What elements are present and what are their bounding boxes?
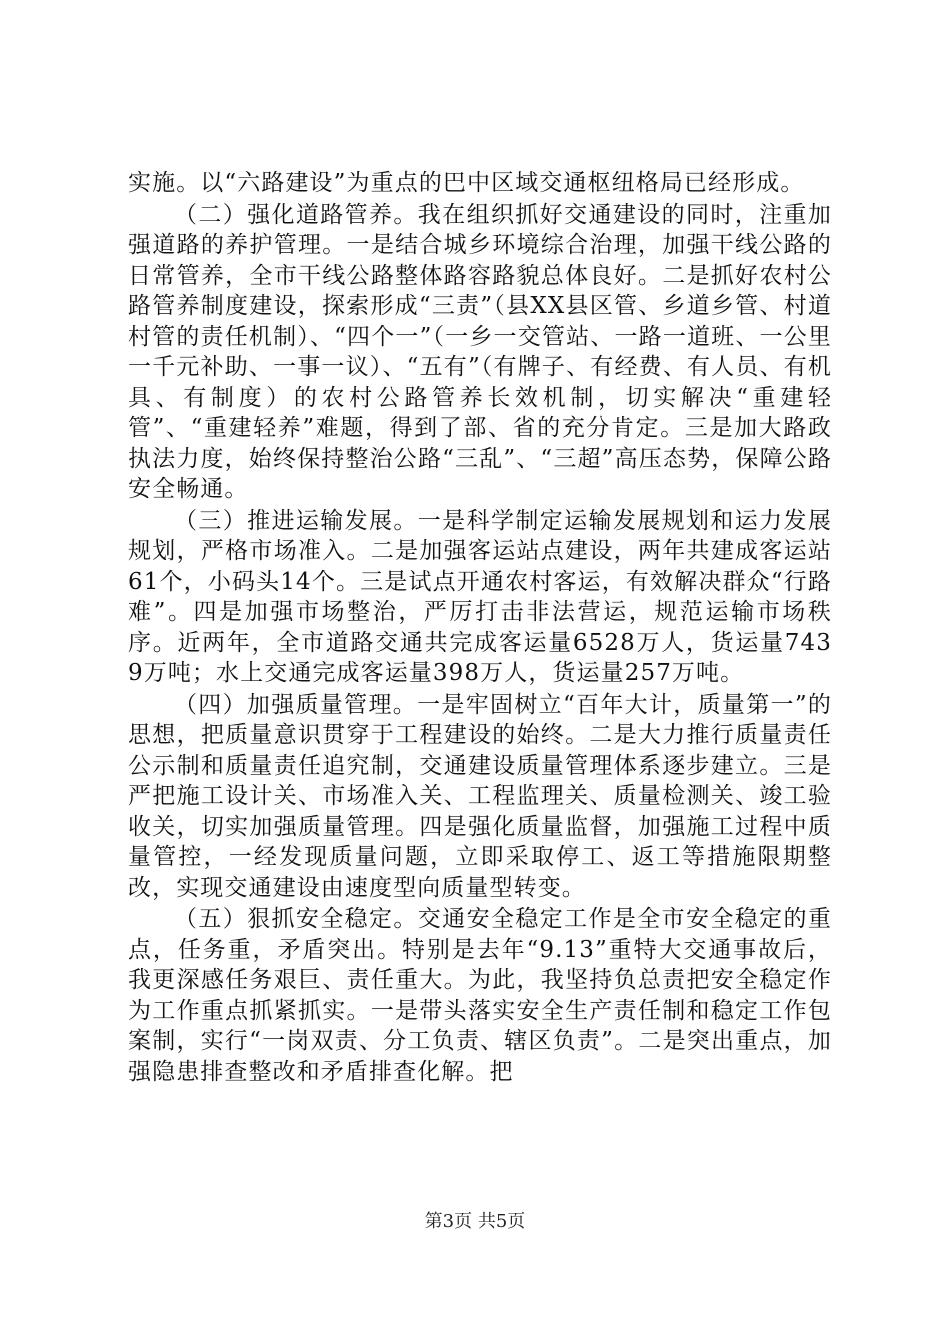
page-number-footer: 第3页 共5页 xyxy=(424,1211,526,1232)
paragraph-continuation: 实施。以“六路建设”为重点的巴中区域交通枢纽格局已经形成。 xyxy=(128,170,805,196)
document-body xyxy=(128,168,832,1088)
paragraph-road-maintenance: （二）强化道路管养。我在组织抓好交通建设的同时，注重加强道路的养护管理。一是结合城乡环境综合治理，加强干线公路的日常管养，全市干线公路整体路容路貌总体良好。二是抓好农村公路管养制度建设，探索形成“三责”（县XX县区管、乡道乡管、村道村管的责任机制）、“四个一”（一乡一交管站、一路一道班、一公里一千元补助、一事一议）、“五有”（有牌子、有经费、有人员、有机具、有制度）的农村公路管养长效机制，切实解决“重建轻管”、“重建轻养”难题，得到了部、省的充分肯定。三是加大路政执法力度，始终保持整治公路“三乱”、“三超”高压态势，保障公路安全畅通。 xyxy=(128,201,832,502)
paragraph-quality-management: （四）加强质量管理。一是牢固树立“百年大计，质量第一”的思想，把质量意识贯穿于工程建设的始终。二是大力推行质量责任公示制和质量责任追究制，交通建设质量管理体系逐步建立。三是严把施工设计关、市场准入关、工程监理关、质量检测关、竣工验收关，切实加强质量管理。四是强化质量监督，加强施工过程中质量管控，一经发现质量问题，立即采取停工、返工等措施限期整改，实现交通建设由速度型向质量型转变。 xyxy=(128,691,832,901)
paragraph-safety-stability: （五）狠抓安全稳定。交通安全稳定工作是全市安全稳定的重点，任务重，矛盾突出。特别是去年“9.13”重特大交通事故后，我更深感任务艰巨、责任重大。为此，我坚持负总责把安全稳定作为工作重点抓紧抓实。一是带头落实安全生产责任制和稳定工作包案制，实行“一岗双责、分工负责、辖区负责”。二是突出重点，加强隐患排查整改和矛盾排查化解。把 xyxy=(128,906,832,1085)
paragraph-transport-development: （三）推进运输发展。一是科学制定运输发展规划和运力发展规划，严格市场准入。二是加强客运站点建设，两年共建成客运站61个，小码头14个。三是试点开通农村客运，有效解决群众“行路难”。四是加强市场整治，严厉打击非法营运，规范运输市场秩序。近两年，全市道路交通共完成客运量6528万人，货运量7439万吨；水上交通完成客运量398万人，货运量257万吨。 xyxy=(128,507,832,686)
